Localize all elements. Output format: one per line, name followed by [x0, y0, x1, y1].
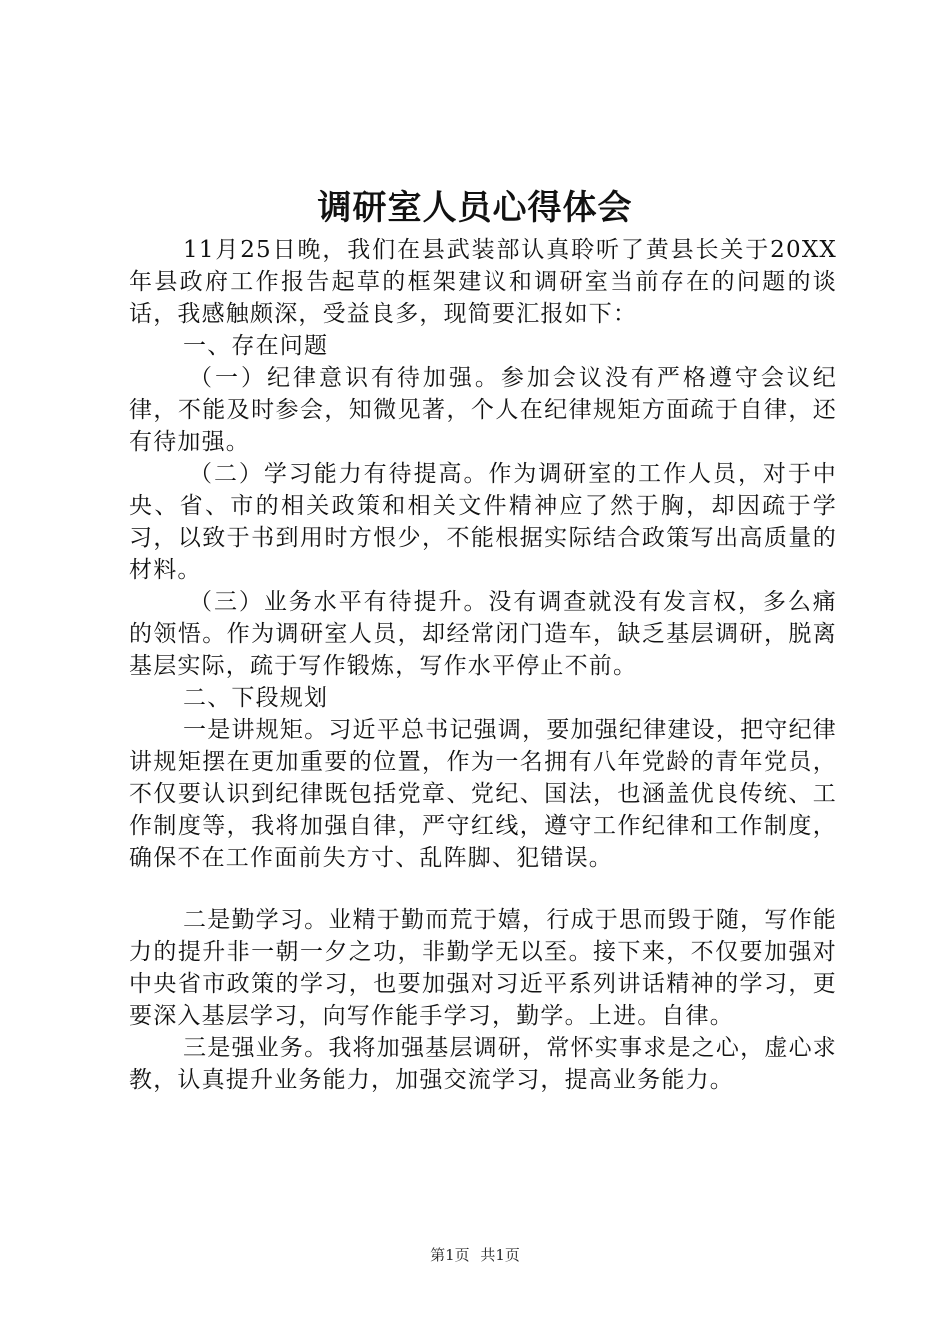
paragraph-problem-3: （三）业务水平有待提升。没有调查就没有发言权，多么痛的领悟。作为调研室人员，却经常闭门造车，缺乏基层调研，脱离基层实际，疏于写作锻炼，写作水平停止不前。	[129, 589, 837, 679]
page-number: 第1页	[430, 1246, 470, 1264]
page-footer	[0, 1243, 950, 1267]
paragraph-plan-1: 一是讲规矩。习近平总书记强调，要加强纪律建设，把守纪律讲规矩摆在更加重要的位置，作为一名拥有八年党龄的青年党员，不仅要认识到纪律既包括党章、党纪、国法，也涵盖优良传统、工作制度等，我将加强自律，严守红线，遵守工作纪律和工作制度，确保不在工作面前失方寸、乱阵脚、犯错误。	[129, 717, 837, 871]
paragraph-problem-2: （二）学习能力有待提高。作为调研室的工作人员，对于中央、省、市的相关政策和相关文件精神应了然于胸，却因疏于学习，以致于书到用时方恨少，不能根据实际结合政策写出高质量的材料。	[129, 461, 837, 583]
document-title: 调研室人员心得体会	[317, 188, 633, 228]
paragraph-plan-2: 二是勤学习。业精于勤而荒于嬉，行成于思而毁于随，写作能力的提升非一朝一夕之功，非勤学无以至。接下来，不仅要加强对中央省市政策的学习，也要加强对习近平系列讲话精神的学习，更要深入基层学习，向写作能手学习，勤学。上进。自律。	[129, 907, 837, 1029]
section-heading-problems: 一、存在问题	[183, 333, 329, 359]
paragraph-problem-1: （一）纪律意识有待加强。参加会议没有严格遵守会议纪律，不能及时参会，知微见著，个人在纪律规矩方面疏于自律，还有待加强。	[129, 365, 837, 455]
document-body	[129, 234, 837, 1096]
paragraph-intro: 11月25日晚，我们在县武装部认真聆听了黄县长关于20XX年县政府工作报告起草的框架建议和调研室当前存在的问题的谈话，我感触颇深，受益良多，现简要汇报如下：	[129, 237, 837, 327]
paragraph-plan-3: 三是强业务。我将加强基层调研，常怀实事求是之心，虚心求教，认真提升业务能力，加强交流学习，提高业务能力。	[129, 1035, 837, 1093]
page-total: 共1页	[480, 1246, 520, 1264]
section-heading-plan: 二、下段规划	[183, 685, 329, 711]
paragraph-spacer	[129, 874, 837, 904]
